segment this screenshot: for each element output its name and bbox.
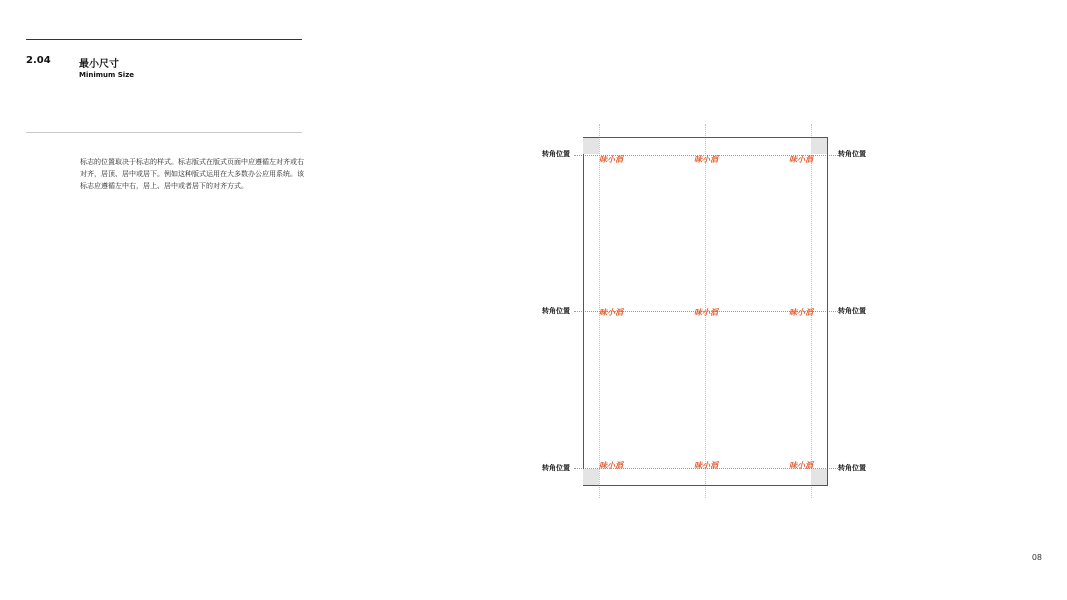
section-divider xyxy=(26,132,302,133)
corner-label-middle-left: 转角位置 xyxy=(542,307,570,315)
section-title: 最小尺寸 xyxy=(79,59,119,70)
corner-block-bottom-right xyxy=(811,469,827,485)
section-number: 2.04 xyxy=(26,55,51,66)
logo-bottom-right: 味小滔 xyxy=(789,461,813,470)
logo-top-right: 味小滔 xyxy=(789,155,813,164)
description-text: 标志的位置取决于标志的样式。标志版式在版式页面中应遵循左对齐或右对齐，居顶、居中或居下。例如这种版式运用在大多数办公应用系统。该标志应遵循左中右，居上、居中或者居下的对齐方式。 xyxy=(80,158,304,190)
corner-block-top-right xyxy=(811,138,827,154)
corner-label-bottom-right: 转角位置 xyxy=(838,464,866,472)
corner-label-top-right: 转角位置 xyxy=(838,150,866,158)
corner-block-bottom-left xyxy=(583,469,599,485)
logo-bottom-center: 味小滔 xyxy=(694,461,718,470)
page-number: 08 xyxy=(1031,553,1042,562)
logo-top-left: 味小滔 xyxy=(599,155,623,164)
corner-label-middle-right: 转角位置 xyxy=(838,307,866,315)
logo-middle-right: 味小滔 xyxy=(789,308,813,317)
corner-label-bottom-left: 转角位置 xyxy=(542,464,570,472)
logo-middle-left: 味小滔 xyxy=(599,308,623,317)
corner-block-top-left xyxy=(583,138,599,154)
header-rule xyxy=(26,39,302,40)
logo-bottom-left: 味小滔 xyxy=(599,461,623,470)
corner-label-top-left: 转角位置 xyxy=(542,150,570,158)
logo-top-center: 味小滔 xyxy=(694,155,718,164)
logo-middle-center: 味小滔 xyxy=(694,308,718,317)
section-subtitle: Minimum Size xyxy=(79,71,135,79)
